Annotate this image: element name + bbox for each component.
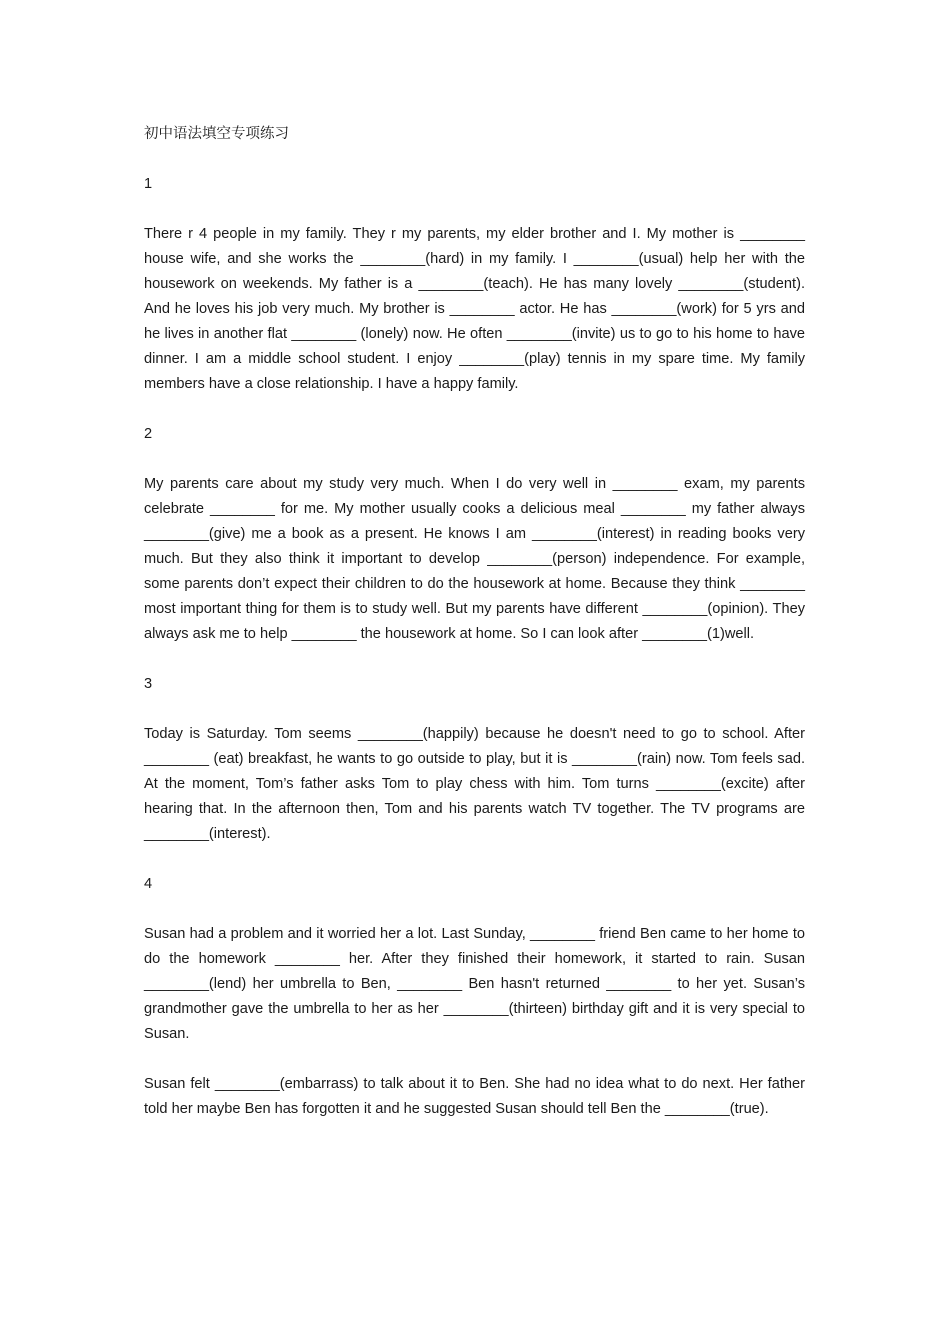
exercise-section-1 [144,172,805,397]
exercise-paragraph: Today is Saturday. Tom seems ________(happily) because he doesn't need to go to school. After ________ (eat) breakfast, he wants to go outside to play, but it is ________(rain) now. Tom feels sad. At the moment, Tom’s father asks Tom to play chess with him. Tom turns ________(excite) after hearing that. In the afternoon then, Tom and his parents watch TV together. The TV programs are ________(interest). [144,726,805,842]
exercise-paragraph: My parents care about my study very much. When I do very well in ________ exam, my parents celebrate ________ for me. My mother usually cooks a delicious meal ________ my father always ________(give) me a book as a present. He knows I am ________(interest) in reading books very much. But they also think it important to develop ________(person) independence. For example, some parents don’t expect their children to do the housework at home. Because they think ________ most important thing for them is to study well. But my parents have different ________(opinion). They always ask me to help ________ the housework at home. So I can look after ________(1)well. [144,476,805,642]
exercise-section-3 [144,672,805,847]
exercise-paragraph: There r 4 people in my family. They r my parents, my elder brother and I. My mother is ________ house wife, and she works the ________(hard) in my family. I ________(usual) help her with the housework on weekends. My father is a ________(teach). He has many lovely ________(student). And he loves his job very much. My brother is ________ actor. He has ________(work) for 5 yrs and he lives in another flat ________ (lonely) now. He often ________(invite) us to go to his home to have dinner. I am a middle school student. I enjoy ________(play) tennis in my spare time. My family members have a close relationship. I have a happy family. [144,226,805,392]
document-title: 初中语法填空专项练习 [144,126,289,142]
section-number: 4 [144,876,153,892]
exercise-section-2 [144,422,805,647]
section-number: 3 [144,676,153,692]
exercise-paragraph: Susan felt ________(embarrass) to talk about it to Ben. She had no idea what to do next. Her father told her maybe Ben has forgotten it and he suggested Susan should tell Ben the ________(true). [144,1076,805,1117]
section-number: 2 [144,426,153,442]
exercise-section-4 [144,872,805,1122]
exercise-paragraph: Susan had a problem and it worried her a lot. Last Sunday, ________ friend Ben came to her home to do the homework ________ her. After they finished their homework, it started to rain. Susan ________(lend) her umbrella to Ben, ________ Ben hasn't returned ________ to her yet. Susan’s grandmother gave the umbrella to her as her ________(thirteen) birthday gift and it is very special to Susan. [144,926,805,1042]
document-content [144,122,805,1122]
section-number: 1 [144,176,153,192]
